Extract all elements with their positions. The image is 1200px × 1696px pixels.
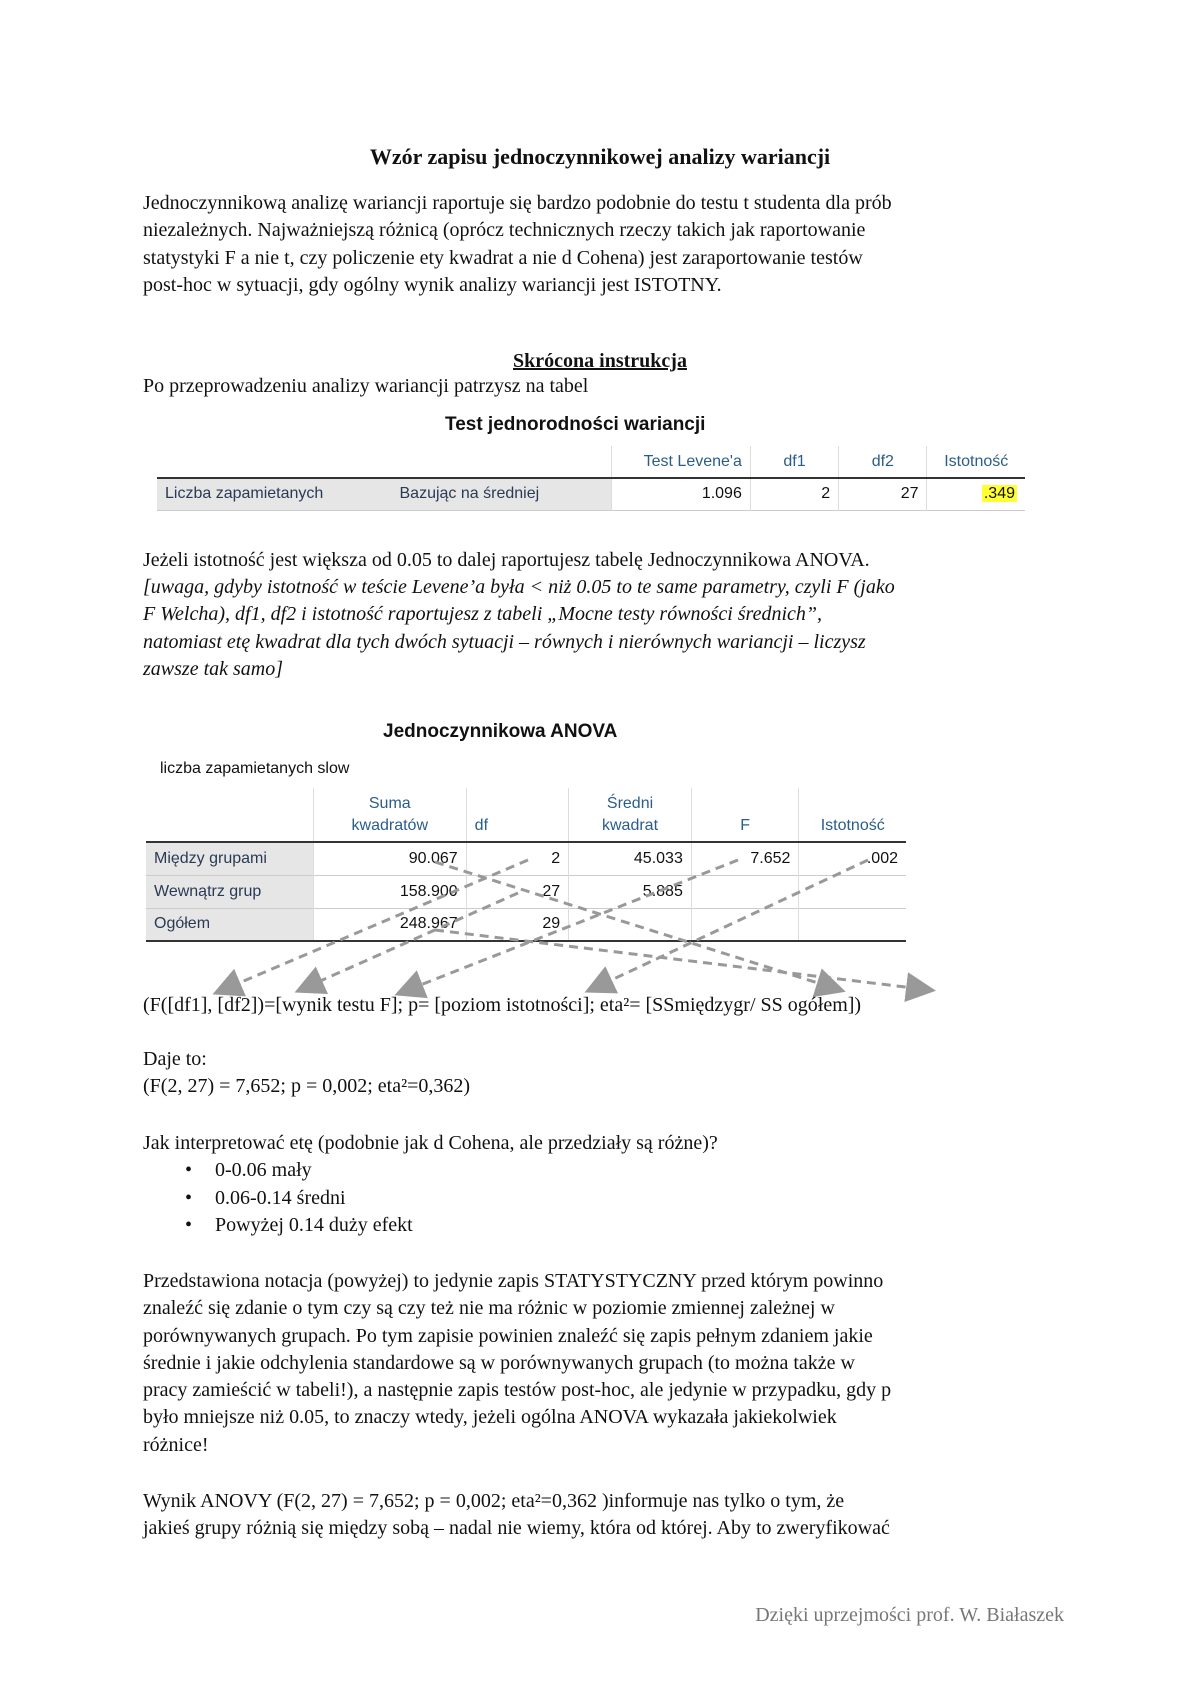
note-line: natomiast etę kwadrat dla tych dwóch sytuacji – równych i nierównych wariancji – liczysz bbox=[143, 630, 866, 653]
result-line: (F(2, 27) = 7,652; p = 0,002; eta²=0,362) bbox=[143, 1075, 471, 1098]
levene-cell: 2 bbox=[750, 478, 838, 510]
after-levene: Jeżeli istotność jest większa od 0.05 to dalej raportujesz tabelę Jednoczynnikowa ANOVA. bbox=[143, 549, 870, 571]
arrow-df2 bbox=[300, 893, 518, 990]
list-item: • 0.06-0.14 średni bbox=[185, 1185, 413, 1213]
presentation-line: pracy zamieścić w tabeli!), a następnie zapis testów post-hoc, ale jedynie w przypadku, gdy p bbox=[143, 1379, 892, 1402]
note-line: [uwaga, gdyby istotność w teście Levene’a była < niż 0.05 to te same parametry, czyli F (jako bbox=[143, 576, 895, 598]
page-title: Wzór zapisu jednoczynnikowej analizy wariancji bbox=[369, 144, 831, 169]
presentation-line: średnie i jakie odchylenia standardowe są w porównywanych grupach (to można także w bbox=[143, 1351, 855, 1374]
presentation-line: było mniejsze niż 0.05, to znaczy wtedy, jeżeli ogólna ANOVA wykazała jakiekolwiek bbox=[143, 1406, 837, 1429]
list-item: • 0-0.06 mały bbox=[185, 1157, 413, 1185]
final-line: jakieś grupy różnią się między sobą – nadal nie wiemy, która od której. Aby to zweryfikować bbox=[143, 1517, 890, 1540]
bullet-icon: • bbox=[185, 1159, 193, 1181]
interpret-question: Jak interpretować etę (podobnie jak d Cohena, ale przedziały są różne)? bbox=[143, 1132, 718, 1154]
daje-to-label: Daje to: bbox=[143, 1048, 207, 1070]
anova-cell: 29 bbox=[466, 908, 569, 941]
anova-subtitle: liczba zapamietanych slow bbox=[160, 760, 350, 777]
anova-header: df bbox=[466, 788, 569, 842]
presentation-line: różnice! bbox=[143, 1433, 209, 1456]
presentation-paragraph bbox=[143, 1268, 1073, 1459]
levene-cell: 1.096 bbox=[611, 478, 750, 510]
levene-row-label: Liczba zapamietanych bbox=[157, 478, 392, 510]
levene-header: df2 bbox=[839, 446, 927, 478]
effect-size-list bbox=[185, 1157, 413, 1240]
anova-title: Jednoczynnikowa ANOVA bbox=[383, 721, 618, 742]
anova-cell: 45.033 bbox=[569, 842, 692, 875]
levene-header: Istotność bbox=[927, 446, 1025, 478]
anova-cell: 7.652 bbox=[691, 842, 799, 875]
levene-header: df1 bbox=[750, 446, 838, 478]
presentation-line: Przedstawiona notacja (powyżej) to jedynie zapis STATYSTYCZNY przed którym powinno bbox=[143, 1270, 884, 1292]
anova-header: Suma kwadratów bbox=[313, 788, 466, 842]
anova-cell: 2 bbox=[466, 842, 569, 875]
bullet-icon: • bbox=[185, 1186, 193, 1209]
anova-header: F bbox=[691, 788, 799, 842]
result-block bbox=[143, 1046, 1073, 1101]
formula-line: (F([df1], [df2])=[wynik testu F]; p= [poziom istotności]; eta²= [SSmiędzygr/ SS ogółem]) bbox=[143, 994, 862, 1016]
intro-line: niezależnych. Najważniejszą różnicą (oprócz technicznych rzeczy takich jak raportowanie bbox=[143, 219, 866, 242]
final-paragraph bbox=[143, 1488, 1073, 1543]
presentation-line: porównywanych grupach. Po tym zapisie powinien znaleźć się zapis pełnym zdaniem jakie bbox=[143, 1324, 873, 1347]
presentation-line: znaleźć się zdanie o tym czy są czy też nie ma różnic w poziomie zmiennej zależnej w bbox=[143, 1297, 835, 1320]
short-line: Po przeprowadzeniu analizy wariancji patrzysz na tabel bbox=[143, 375, 589, 397]
intro-line: post-hoc w sytuacji, gdy ogólny wynik analizy wariancji jest ISTOTNY. bbox=[143, 273, 722, 296]
footer-credit: Dzięki uprzejmości prof. W. Białaszek bbox=[755, 1604, 1064, 1626]
intro-line: Jednoczynnikową analizę wariancji raportuje się bardzo podobnie do testu t studenta dla prób bbox=[143, 192, 892, 214]
anova-row-label: Wewnątrz grup bbox=[146, 875, 313, 908]
short-heading: Skrócona instrukcja bbox=[513, 350, 687, 372]
final-line: Wynik ANOVY (F(2, 27) = 7,652; p = 0,002; eta²=0,362 )informuje nas tylko o tym, że bbox=[143, 1490, 845, 1512]
note-line: zawsze tak samo] bbox=[143, 657, 284, 680]
anova-cell: 158.900 bbox=[313, 875, 466, 908]
note-line: F Welcha), df1, df2 i istotność raportujesz z tabeli „Mocne testy równości średnich”, bbox=[143, 603, 823, 626]
anova-row-label: Między grupami bbox=[146, 842, 313, 875]
levene-row-sublabel: Bazując na średniej bbox=[392, 478, 612, 510]
highlight-mark: .349 bbox=[983, 485, 1015, 503]
list-item: • Powyżej 0.14 duży efekt bbox=[185, 1212, 413, 1240]
anova-cell: 27 bbox=[466, 875, 569, 908]
anova-cell: 248.967 bbox=[313, 908, 466, 941]
levene-header: Test Levene'a bbox=[611, 446, 750, 478]
anova-header: Średni kwadrat bbox=[569, 788, 692, 842]
anova-cell: .002 bbox=[799, 842, 906, 875]
anova-row-label: Ogółem bbox=[146, 908, 313, 941]
levene-title: Test jednorodności wariancji bbox=[445, 414, 706, 435]
anova-cell: 90.067 bbox=[313, 842, 466, 875]
anova-header: Istotność bbox=[799, 788, 906, 842]
arrow-f bbox=[400, 860, 738, 993]
intro-line: statystyki F a nie t, czy policzenie ety kwadrat a nie d Cohena) jest zaraportowanie testów bbox=[143, 246, 863, 269]
arrow-p bbox=[590, 860, 868, 990]
levene-cell: 27 bbox=[839, 478, 927, 510]
bullet-icon: • bbox=[185, 1214, 193, 1236]
anova-cell: 5.885 bbox=[569, 875, 692, 908]
arrow-df1 bbox=[218, 860, 528, 992]
